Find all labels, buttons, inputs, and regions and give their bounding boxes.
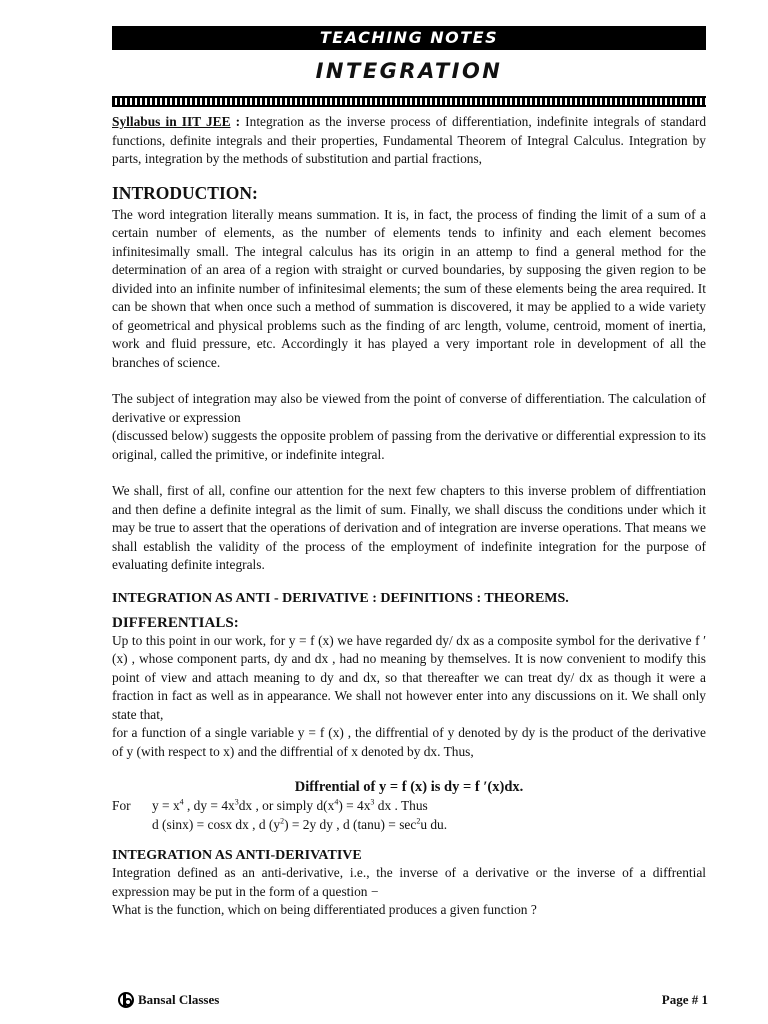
banner-teaching-notes: TEACHING NOTES <box>112 26 706 50</box>
integration-as-anti-derivative-heading: INTEGRATION AS ANTI-DERIVATIVE <box>112 848 362 863</box>
differentials-paragraph-2: for a function of a single variable y = f (x) , the diffrential of y denoted by dy is the product of the derivative of y (with respect to x) and the diffrential of x denoted by dx. Thus, <box>112 725 706 759</box>
page-title: INTEGRATION <box>315 59 503 83</box>
syllabus-colon: : <box>230 114 241 129</box>
brand-name: Bansal Classes <box>138 992 220 1007</box>
syllabus-text: Integration as the inverse process of differentiation, indefinite integrals of standard functions, definite integrals and their properties, Fundamental Theorem of Integral Calculus. Integration by parts, integration by the methods of substitution and partial fractions, <box>112 114 707 166</box>
introduction-heading: INTRODUCTION: <box>112 182 258 203</box>
example-line-1 <box>112 796 706 815</box>
introduction-paragraph-1: The word integration literally means summation. It is, in fact, the process of finding the limit of a sum of a certain number of elements, as the number of elements tends to infinity and each element becomes infinitesimally small. The integral calculus has its origin in an attemp to find a general method for the determination of an area of a region with straight or curved boundaries, by supposing the given region to be divided into an infinite number of infinitesimal elements; the sum of these elements being the area required. It can be shown that when once such a method of summation is discovered, it may be applied to a wide variety of geometrical and physical problems such as the finding of arc length, volume, centroid, moment of inertia, work and fluid pressure, etc. Accordingly it has played a very important role in development of all the branches of science. <box>112 206 706 370</box>
example-line-1-text: $y = x^4$ , dy = $4x^3dx$ , or simply $d(x^4) = 4x^3$ dx . Thus <box>152 797 428 813</box>
anti-derivative-paragraph-2: What is the function, which on being differentiated produces a given function ? <box>112 902 537 917</box>
syllabus-paragraph <box>112 113 706 169</box>
introduction-paragraph-3: We shall, first of all, confine our attention for the next few chapters to this inverse problem of diffrentiation and then define a definite integral as the limit of sum. Finally, we shall discuss the conditions under which it may be true to assert that the operations of derivation and of integration are inverse operations. That means we shall establish the validity of the process of the employment of indefinite integration for the purpose of evaluating definite integrals. <box>112 483 706 572</box>
bansal-logo-icon <box>118 992 134 1008</box>
differentials-paragraph-1: Up to this point in our work, for y = f (x) we have regarded dy/ dx as a composite symbol for the derivative f ′(x) , whose component parts, dy and dx , had no meaning by themselves. It is now convenient to modify this point of view and attach meaning to dy and dx, so that thereafter we can treat dy/ dx as though it were a fraction in fact as well as in appearance. We shall not however enter into any discussions on it. We shall only state that, <box>112 632 706 722</box>
differential-formula: Diffrential of y = f (x) is dy = f ′(x)dx. <box>294 779 524 795</box>
title-divider <box>112 96 706 107</box>
introduction-paragraph-2a: The subject of integration may also be viewed from the point of converse of differentiation. The calculation of derivative or expression <box>112 391 706 425</box>
anti-derivative-paragraph-1: Integration defined as an anti-derivative, i.e., the inverse of a derivative or the inverse of a diffrential expression may be put in the form of a question − <box>112 865 706 899</box>
page-number: Page # 1 <box>661 992 708 1007</box>
brand <box>118 992 219 1008</box>
page-footer <box>118 992 708 1008</box>
example-line-2 <box>112 815 706 834</box>
example-line-2-text: d (sinx) = cosx dx , d $(y^2) = 2y$ dy , d $(\tan u) = \sec^2u$ du. <box>152 816 448 832</box>
example-lead: For <box>112 798 131 813</box>
introduction-paragraph-2b: (discussed below) suggests the opposite problem of passing from the derivative or differential expression to its original, called the primitive, or indefinite integral. <box>112 428 706 462</box>
differentials-heading: DIFFERENTIALS: <box>112 614 239 631</box>
document-page <box>112 26 706 920</box>
anti-derivative-definitions-heading: INTEGRATION AS ANTI - DERIVATIVE : DEFINITIONS : THEOREMS. <box>112 590 569 606</box>
syllabus-label: Syllabus in IIT JEE <box>112 114 231 129</box>
